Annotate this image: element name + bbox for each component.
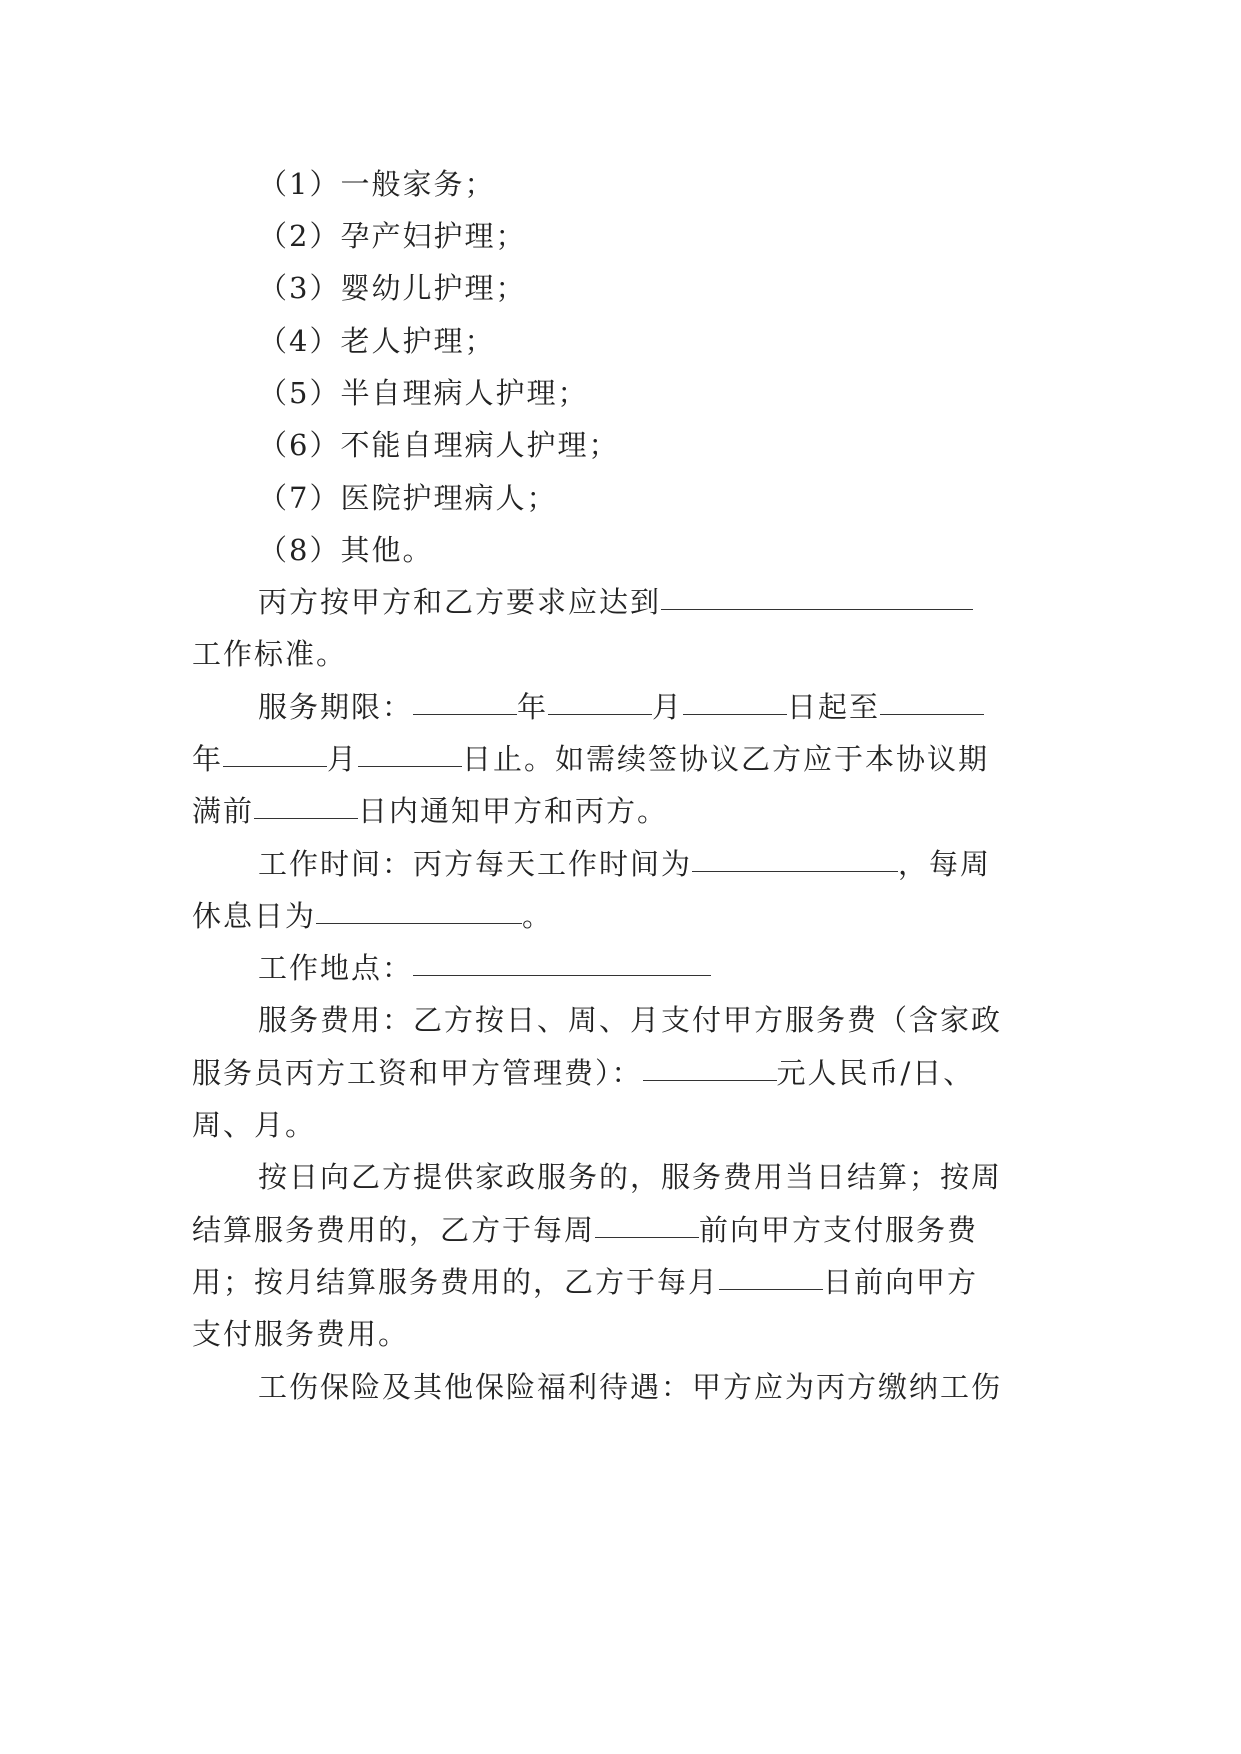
weekly-day-blank [595, 1236, 699, 1238]
term-year1: 年 [517, 690, 549, 724]
term-day-start: 日起至 [787, 690, 881, 724]
end-day-blank [358, 765, 462, 767]
term-paragraph-cont2 [192, 791, 1241, 831]
list-item-3: （3）婴幼儿护理； [258, 271, 527, 305]
standard-prefix: 丙方按甲方和乙方要求应达到 [258, 585, 662, 619]
list-item-6: （6）不能自理病人护理； [258, 428, 620, 462]
location-paragraph [258, 948, 1241, 988]
fee-paragraph [258, 1000, 1241, 1040]
standard-paragraph-cont [192, 634, 1241, 674]
fee-line3: 周、月。 [192, 1108, 317, 1142]
fee-line2-prefix: 服务员丙方工资和甲方管理费）： [192, 1056, 643, 1090]
standard-suffix: 工作标准。 [192, 637, 348, 671]
standard-blank [661, 608, 973, 610]
settlement-paragraph-cont3 [192, 1314, 1241, 1354]
insurance-line1: 工伤保险及其他保险福利待遇：甲方应为丙方缴纳工伤 [258, 1370, 1003, 1404]
start-day-blank [683, 713, 787, 715]
list-item-5: （5）半自理病人护理； [258, 376, 589, 410]
work-time-paragraph [258, 844, 1241, 884]
end-month-blank [223, 765, 327, 767]
term-notice-prefix: 满前 [192, 794, 255, 828]
list-item-8: （8）其他。 [258, 533, 434, 567]
settlement-line2-suffix: 前向甲方支付服务费 [699, 1213, 979, 1247]
rest-day-blank [316, 922, 522, 924]
end-year-blank [880, 713, 984, 715]
standard-paragraph [258, 582, 1241, 622]
term-paragraph-cont [192, 739, 1241, 779]
work-time-rest-prefix: 休息日为 [192, 899, 317, 933]
list-item-1: （1）一般家务； [258, 167, 496, 201]
list-item-2: （2）孕产妇护理； [258, 219, 527, 253]
insurance-paragraph [258, 1367, 1241, 1407]
settlement-line2-prefix: 结算服务费用的，乙方于每周 [192, 1213, 596, 1247]
daily-hours-blank [692, 870, 898, 872]
work-time-prefix: 工作时间：丙方每天工作时间为 [258, 847, 693, 881]
settlement-line4: 支付服务费用。 [192, 1317, 410, 1351]
fee-amount-blank [643, 1079, 777, 1081]
term-notice-suffix: 日内通知甲方和丙方。 [358, 794, 669, 828]
list-item-7: （7）医院护理病人； [258, 481, 558, 515]
start-year-blank [413, 713, 517, 715]
term-year2: 年 [192, 742, 224, 776]
location-blank [413, 974, 711, 976]
work-time-middle: ，每周 [898, 847, 992, 881]
term-month2: 月 [327, 742, 359, 776]
notice-days-blank [254, 817, 358, 819]
settlement-line1: 按日向乙方提供家政服务的，服务费用当日结算；按周 [258, 1160, 1003, 1194]
fee-paragraph-cont [192, 1053, 1241, 1093]
monthly-day-blank [719, 1288, 823, 1290]
term-label: 服务期限： [258, 690, 414, 724]
work-time-rest-suffix: 。 [522, 899, 554, 933]
term-paragraph [258, 687, 1241, 727]
settlement-line3-suffix: 日前向甲方 [823, 1265, 979, 1299]
settlement-paragraph [258, 1157, 1241, 1197]
settlement-paragraph-cont [192, 1210, 1241, 1250]
fee-paragraph-cont2 [192, 1105, 1241, 1145]
term-month1: 月 [652, 690, 684, 724]
term-tail: 日止。如需续签协议乙方应于本协议期 [462, 742, 990, 776]
fee-line1: 服务费用：乙方按日、周、月支付甲方服务费（含家政 [258, 1003, 1003, 1037]
settlement-line3-prefix: 用；按月结算服务费用的，乙方于每月 [192, 1265, 720, 1299]
settlement-paragraph-cont2 [192, 1262, 1241, 1302]
work-time-paragraph-cont [192, 896, 1241, 936]
location-label: 工作地点： [258, 951, 414, 985]
list-item-4: （4）老人护理； [258, 324, 496, 358]
start-month-blank [548, 713, 652, 715]
fee-line2-suffix: 元人民币/日、 [776, 1056, 975, 1090]
